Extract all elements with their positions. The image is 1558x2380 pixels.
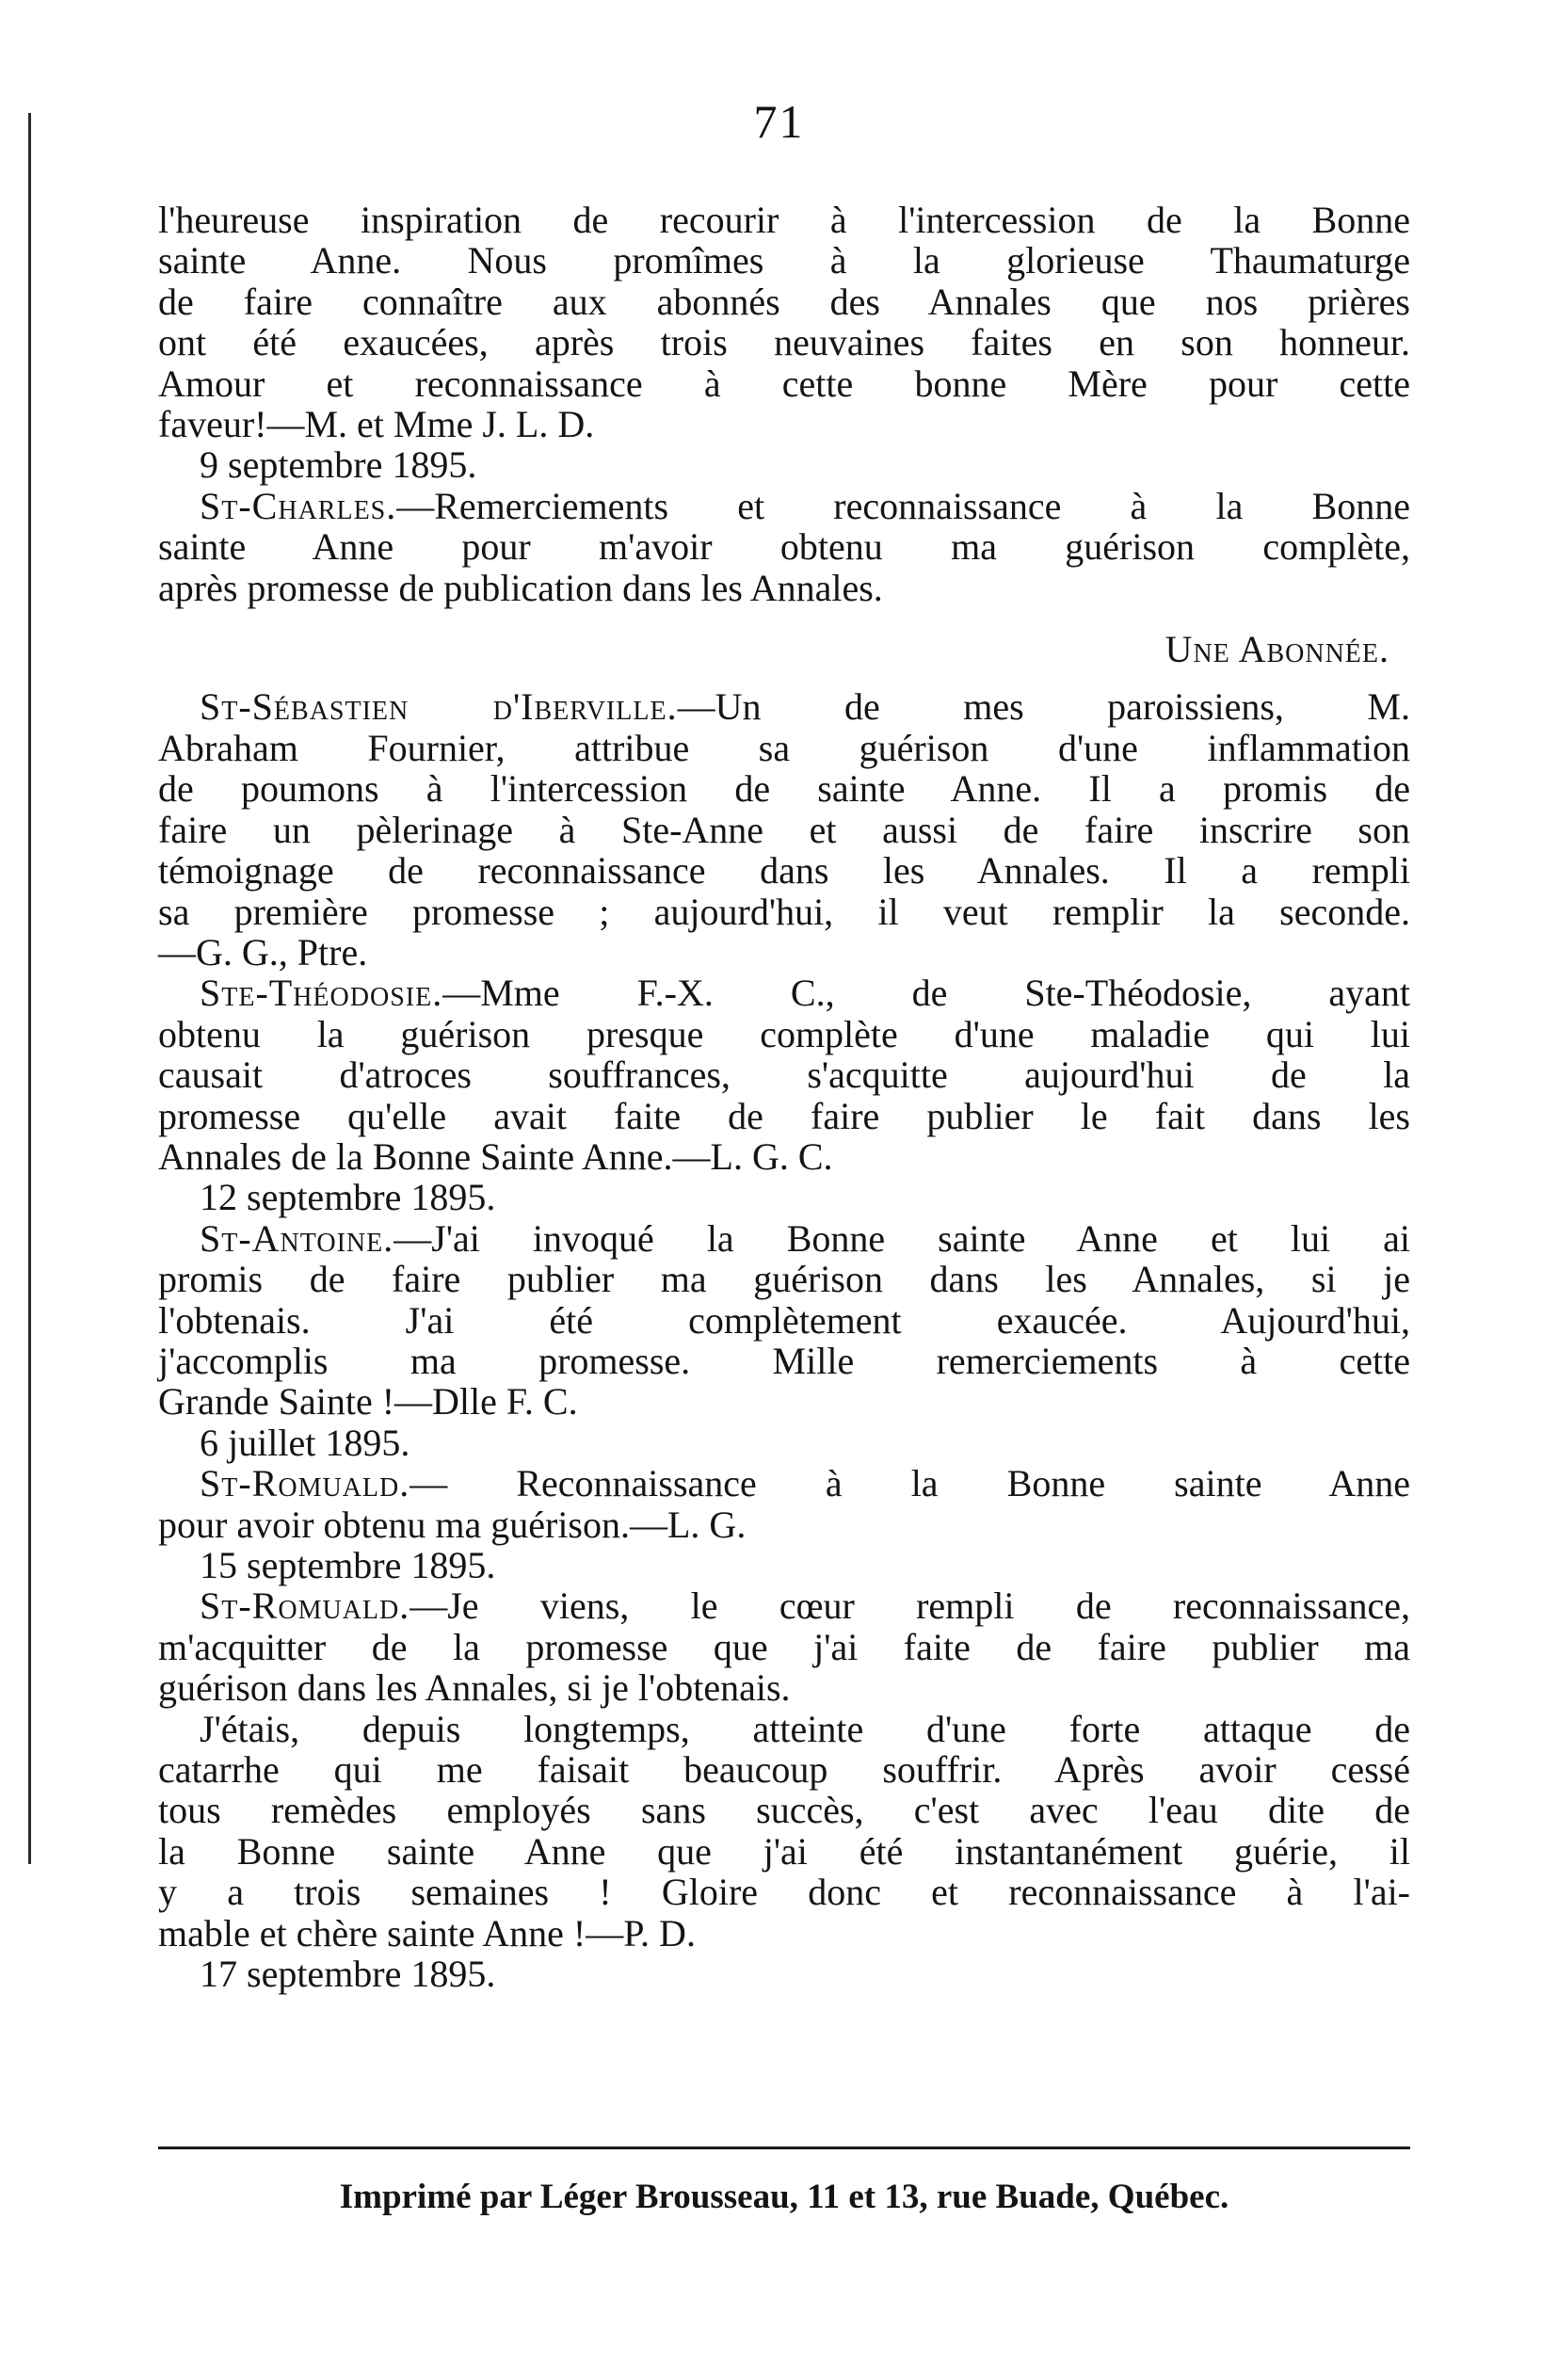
entry-heading-line bbox=[158, 1218, 1410, 1259]
line-text: tous remèdes employés sans succès, c'est avec l'eau dite de bbox=[158, 1789, 1410, 1832]
line-text: —Un de mes paroissiens, M. bbox=[677, 685, 1410, 729]
article-body bbox=[158, 200, 1410, 1994]
text-line bbox=[158, 892, 1410, 932]
text-line bbox=[158, 1749, 1410, 1790]
line-text: mable et chère sainte Anne !—P. D. bbox=[158, 1911, 696, 1954]
text-line bbox=[158, 1504, 1410, 1545]
scan-margin-line bbox=[28, 113, 31, 1864]
text-line bbox=[158, 1423, 1410, 1463]
text-line bbox=[158, 1790, 1410, 1830]
text-line bbox=[158, 1667, 1410, 1708]
line-text: sainte Anne pour m'avoir obtenu ma guérison complète, bbox=[158, 525, 1410, 569]
locality-heading: Ste-Théodosie. bbox=[200, 972, 443, 1015]
text-line bbox=[158, 568, 1410, 608]
line-text: Annales de la Bonne Sainte Anne.—L. G. C. bbox=[158, 1134, 833, 1178]
line-text: l'obtenais. J'ai été complètement exaucée. Aujourd'hui, bbox=[158, 1298, 1410, 1342]
entry-heading-line bbox=[158, 1463, 1410, 1504]
locality-heading: St-Charles. bbox=[200, 484, 397, 527]
text-line bbox=[158, 322, 1410, 362]
line-text: témoignage de reconnaissance dans les Annales. Il a rempli bbox=[158, 849, 1410, 892]
text-line bbox=[158, 200, 1410, 240]
line-text: promesse qu'elle avait faite de faire publier le fait dans les bbox=[158, 1094, 1410, 1137]
entry-heading-line bbox=[158, 973, 1410, 1013]
text-line bbox=[158, 526, 1410, 567]
line-text: causait d'atroces souffrances, s'acquitte aujourd'hui de la bbox=[158, 1053, 1410, 1097]
line-text: 15 septembre 1895. bbox=[200, 1544, 496, 1586]
text-line bbox=[158, 932, 1410, 973]
entry-heading-line bbox=[158, 686, 1410, 727]
locality-heading: St-Romuald. bbox=[200, 1584, 410, 1628]
line-text: après promesse de publication dans les Annales. bbox=[158, 566, 883, 609]
line-text: y a trois semaines ! Gloire donc et reconnaissance à l'ai- bbox=[158, 1871, 1410, 1914]
line-text: J'étais, depuis longtemps, atteinte d'une forte attaque de bbox=[200, 1707, 1410, 1750]
line-text: de faire connaître aux abonnés des Annales que nos prières bbox=[158, 280, 1410, 323]
text-line bbox=[158, 404, 1410, 444]
text-line bbox=[158, 810, 1410, 850]
line-text: 12 septembre 1895. bbox=[200, 1176, 496, 1219]
line-text: 6 juillet 1895. bbox=[200, 1421, 410, 1464]
text-line bbox=[158, 1136, 1410, 1177]
entry-heading-line bbox=[158, 486, 1410, 526]
line-text: —J'ai invoqué la Bonne sainte Anne et lui ai bbox=[394, 1216, 1410, 1260]
text-line bbox=[158, 1627, 1410, 1667]
text-line bbox=[158, 1341, 1410, 1381]
line-text: —Mme F.-X. C., de Ste-Théodosie, ayant bbox=[442, 972, 1410, 1015]
line-text: ont été exaucées, après trois neuvaines faites en son honneur. bbox=[158, 321, 1410, 364]
entry-heading-line bbox=[158, 629, 1410, 669]
printer-imprint: Imprimé par Léger Brousseau, 11 et 13, rue Buade, Québec. bbox=[339, 2178, 1229, 2216]
line-text: —G. G., Ptre. bbox=[158, 930, 368, 973]
line-text: catarrhe qui me faisait beaucoup souffrir. Après avoir cessé bbox=[158, 1748, 1410, 1792]
locality-heading: Une Abonnée. bbox=[1164, 628, 1389, 671]
line-text: l'heureuse inspiration de recourir à l'intercession de la Bonne bbox=[158, 199, 1410, 241]
line-text: —Je viens, le cœur rempli de reconnaissance, bbox=[410, 1584, 1410, 1628]
line-text: Amour et reconnaissance à cette bonne Mère pour cette bbox=[158, 362, 1410, 405]
line-text: faveur!—M. et Mme J. L. D. bbox=[158, 403, 595, 446]
text-line bbox=[158, 728, 1410, 768]
line-text: la Bonne sainte Anne que j'ai été instantanément guérie, il bbox=[158, 1829, 1410, 1873]
text-line bbox=[158, 1913, 1410, 1954]
text-line bbox=[158, 768, 1410, 809]
line-text: sainte Anne. Nous promîmes à la glorieuse Thaumaturge bbox=[158, 239, 1410, 282]
locality-heading: St-Romuald. bbox=[200, 1462, 410, 1505]
text-line bbox=[158, 1381, 1410, 1422]
text-line bbox=[158, 1545, 1410, 1585]
line-text: Grande Sainte !—Dlle F. C. bbox=[158, 1380, 578, 1423]
line-text: sa première promesse ; aujourd'hui, il veut remplir la seconde. bbox=[158, 890, 1410, 933]
line-text: —Remerciements et reconnaissance à la Bonne bbox=[396, 484, 1410, 527]
text-line bbox=[158, 363, 1410, 404]
text-line bbox=[158, 240, 1410, 281]
text-line bbox=[158, 1954, 1410, 1994]
text-line bbox=[158, 1259, 1410, 1299]
line-text: Abraham Fournier, attribue sa guérison d'une inflammation bbox=[158, 726, 1410, 769]
locality-heading: St-Sébastien d'Iberville. bbox=[200, 685, 678, 729]
line-text: 9 septembre 1895. bbox=[200, 443, 477, 487]
text-line bbox=[158, 850, 1410, 891]
line-text: m'acquitter de la promesse que j'ai faite de faire publier ma bbox=[158, 1625, 1410, 1668]
text-line bbox=[158, 1300, 1410, 1341]
text-line bbox=[158, 1709, 1410, 1749]
line-text: — Reconnaissance à la Bonne sainte Anne bbox=[410, 1462, 1410, 1505]
text-line bbox=[158, 281, 1410, 322]
line-text: promis de faire publier ma guérison dans les Annales, si je bbox=[158, 1258, 1410, 1301]
footer-rule bbox=[158, 2147, 1410, 2149]
text-line bbox=[158, 1014, 1410, 1054]
text-line bbox=[158, 1872, 1410, 1912]
text-line bbox=[158, 444, 1410, 485]
text-line bbox=[158, 1054, 1410, 1095]
line-text: pour avoir obtenu ma guérison.—L. G. bbox=[158, 1503, 747, 1546]
line-text: de poumons à l'intercession de sainte Anne. Il a promis de bbox=[158, 767, 1410, 811]
line-text: guérison dans les Annales, si je l'obtenais. bbox=[158, 1666, 791, 1710]
page-number: 71 bbox=[753, 95, 805, 148]
line-text: 17 septembre 1895. bbox=[200, 1953, 496, 1996]
text-line bbox=[158, 1177, 1410, 1217]
entry-heading-line bbox=[158, 1585, 1410, 1626]
locality-heading: St-Antoine. bbox=[200, 1216, 394, 1260]
line-text: obtenu la guérison presque complète d'une maladie qui lui bbox=[158, 1012, 1410, 1055]
text-line bbox=[158, 1831, 1410, 1872]
line-text: j'accomplis ma promesse. Mille remerciements à cette bbox=[158, 1339, 1410, 1382]
text-line bbox=[158, 1096, 1410, 1136]
line-text: faire un pèlerinage à Ste-Anne et aussi de faire inscrire son bbox=[158, 808, 1410, 851]
